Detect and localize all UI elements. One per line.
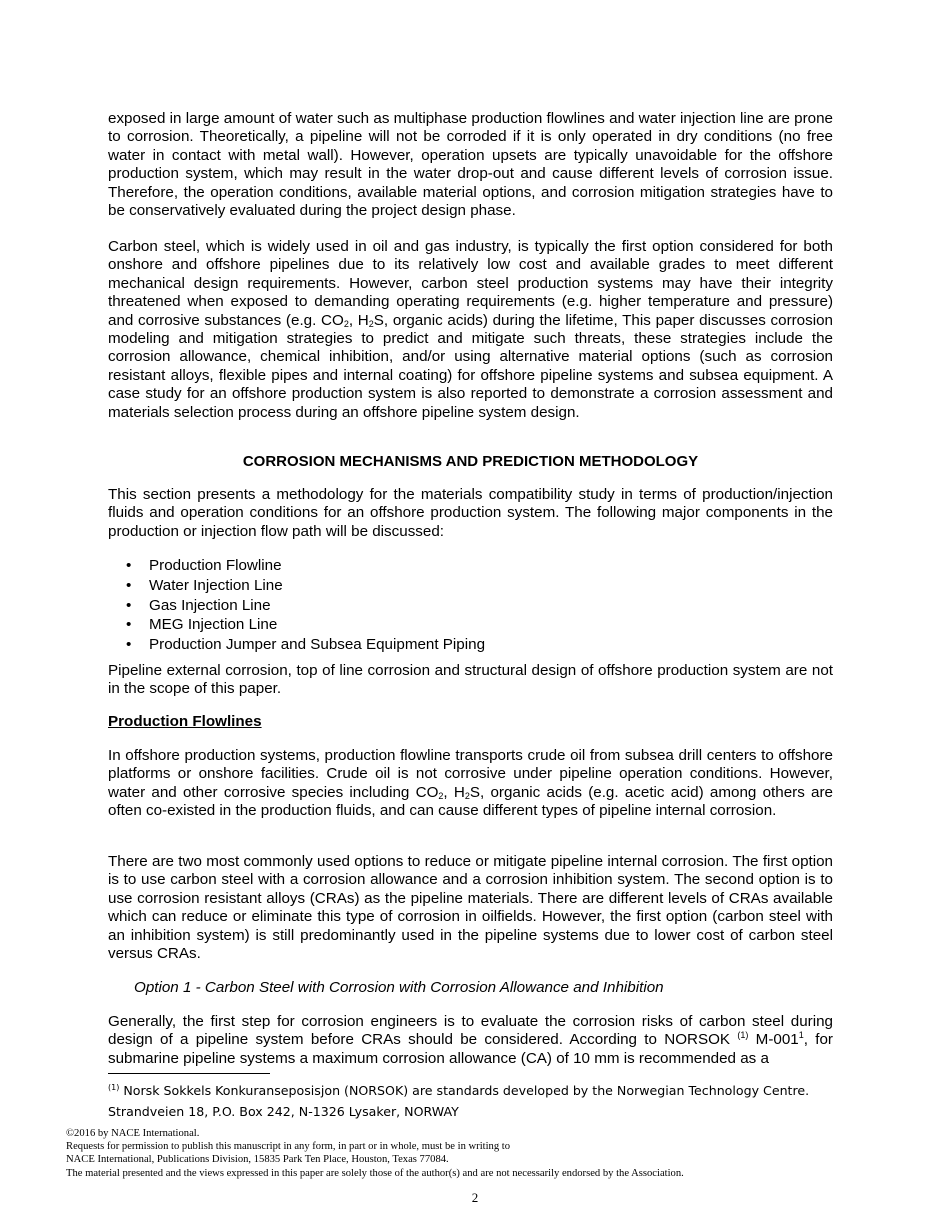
list-item: • Water Injection Line: [126, 576, 283, 594]
bullet-icon: •: [126, 636, 132, 654]
bullet-icon: •: [126, 576, 132, 594]
page-number: 2: [471, 1190, 479, 1205]
option-heading: Option 1 - Carbon Steel with Corrosion with Corrosion Allowance and Inhibition: [134, 979, 664, 996]
list-item: • Production Jumper and Subsea Equipment Piping: [126, 636, 486, 654]
component-list: [108, 556, 485, 655]
paragraph-production-systems: In offshore production systems, production flowline transports crude oil from subsea drill centers to offshore platforms or onshore facilities. Crude oil is not corrosive under pipeline operation conditions. However, water and other corrosive species including $CO_2$, $H_2S$, organic acids (e.g. acetic acid) among others are often co-existed in the production fluids, and can cause different types of pipeline internal corrosion.: [108, 747, 833, 820]
footnote: $^{(1)}$ Norsk Sokkels Konkuranseposisjon (NORSOK) are standards developed by the Norwegian Technology Centre. Strandveien 18, P.O. Box 242, N-1326 Lysaker, NORWAY: [108, 1083, 810, 1119]
bullet-icon: •: [126, 616, 132, 634]
section-heading: CORROSION MECHANISMS AND PREDICTION METHODOLOGY: [242, 453, 699, 470]
paragraph-scope: Pipeline external corrosion, top of line corrosion and structural design of offshore production system are not in the scope of this paper.: [108, 662, 833, 698]
subsection-heading: Production Flowlines: [108, 713, 262, 730]
bullet-icon: •: [126, 557, 132, 574]
list-item: • Gas Injection Line: [126, 596, 271, 614]
footnote-divider: [108, 1073, 270, 1074]
bullet-icon: •: [126, 596, 132, 614]
paragraph-intro-continued: exposed in large amount of water such as multiphase production flowlines and water injection line are prone to corrosion. Theoretically, a pipeline will not be corroded if it is only operated in dry conditions (no free water in contact with metal wall). However, operation upsets are typically unavoidable for the offshore production system, which may result in the water drop-out and cause different levels of corrosion issue. Therefore, the operation conditions, available material options, and corrosion mitigation strategies have to be conservatively evaluated during the project design phase.: [108, 110, 833, 220]
paragraph-corrosion-allowance: Generally, the first step for corrosion engineers is to evaluate the corrosion risks of carbon steel during design of a pipeline system before CRAs should be considered. According to NORSOK $^{(1)}$ $M-001^1$, for submarine pipeline systems a maximum corrosion allowance (CA) of 10 mm is recommended as a: [108, 1013, 833, 1067]
copyright-notice: ©2016 by NACE International. Requests for permission to publish this manuscript in any form, in part or in whole, must be in writing to NACE International, Publications Division, 15835 Park Ten Place, Houston, Texas 77084. The material presented and the views expressed in this paper are solely those of the author(s) and are not necessarily endorsed by the Association.: [66, 1128, 684, 1179]
list-item: • MEG Injection Line: [126, 616, 278, 634]
paragraph-carbon-steel: Carbon steel, which is widely used in oil and gas industry, is typically the first option considered for both onshore and offshore pipelines due to its relatively low cost and available grades to meet different mechanical design requirements. However, carbon steel production systems may have their integrity threatened when exposed to demanding operating requirements (e.g. higher temperature and pressure) and corrosive substances (e.g. $CO_2$, $H_2S$, organic acids) during the lifetime, This paper discusses corrosion modeling and mitigation strategies to predict and mitigate such threats, these strategies include the corrosion allowance, chemical inhibition, and/or using alternative material options (such as corrosion resistant alloys, flexible pipes and internal coating) for offshore pipeline systems and subsea equipment. A case study for an offshore production system is also reported to demonstrate a corrosion assessment and materials selection process during an offshore pipeline system design.: [108, 238, 833, 421]
list-item: • Production Flowline: [126, 557, 282, 574]
paragraph-methodology: This section presents a methodology for the materials compatibility study in terms of production/injection fluids and operation conditions for an offshore production system. The following major components in the production or injection flow path will be discussed:: [108, 486, 833, 540]
paragraph-mitigation-options: There are two most commonly used options to reduce or mitigate pipeline internal corrosion. The first option is to use carbon steel with a corrosion allowance and a corrosion inhibition system. The second option is to use corrosion resistant alloys (CRAs) as the pipeline materials. There are different levels of CRAs available which can reduce or eliminate this type of corrosion in oilfields. However, the first option (carbon steel with an inhibition system) is still predominantly used in the pipeline systems due to lower cost of carbon steel versus CRAs.: [108, 853, 833, 963]
